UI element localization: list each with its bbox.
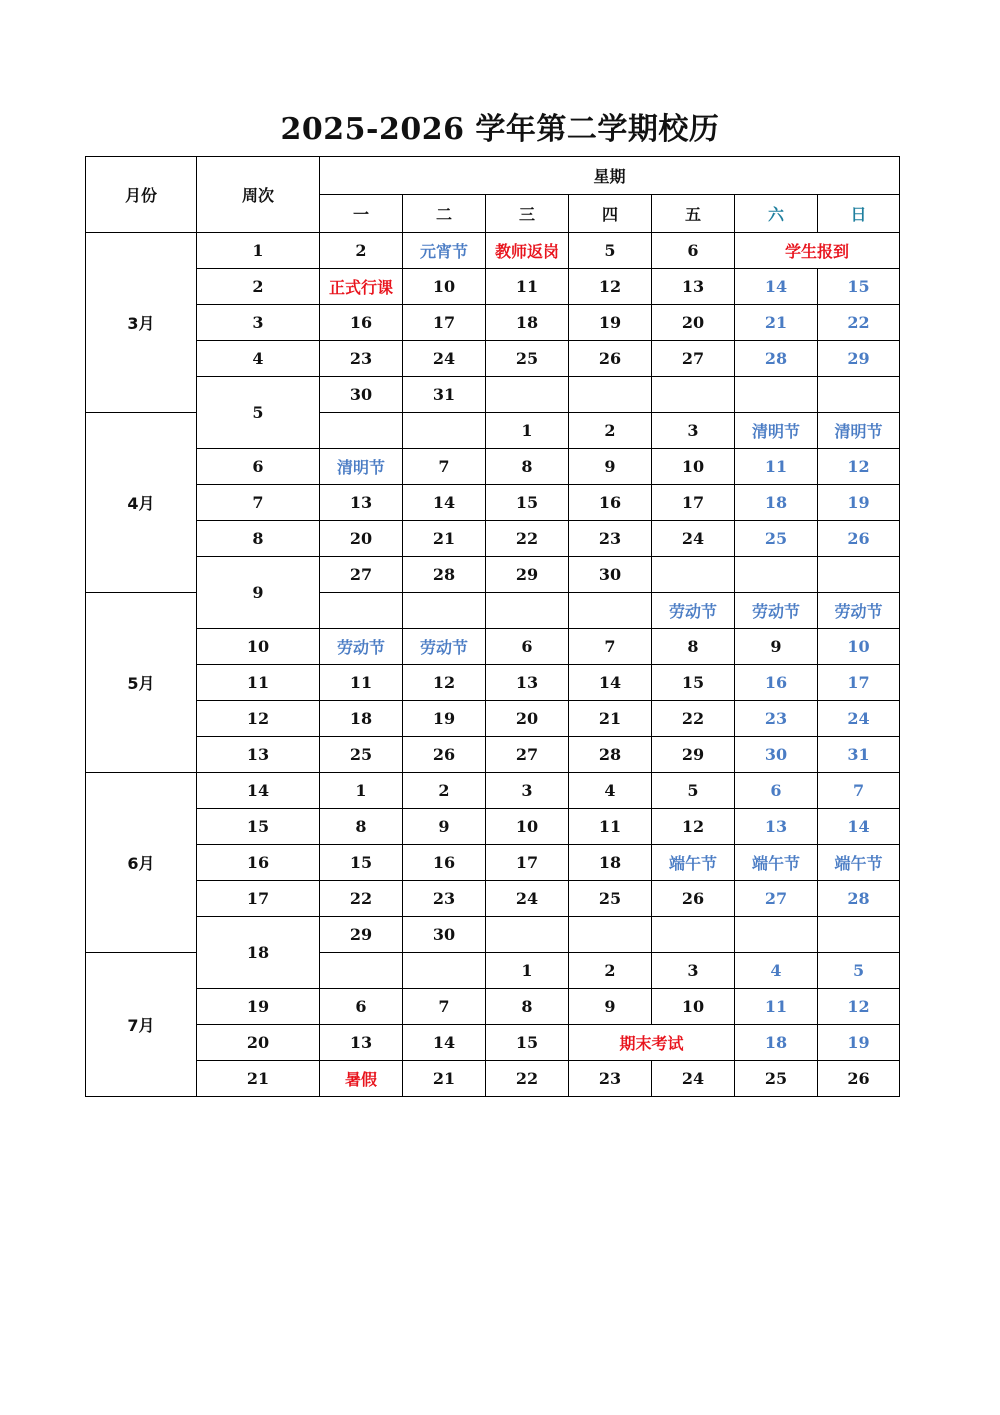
calendar-day-cell: 21 <box>569 701 652 737</box>
calendar-day-cell: 13 <box>320 1025 403 1061</box>
calendar-day-cell: 24 <box>652 521 735 557</box>
weekday-header-sat: 六 <box>735 195 818 233</box>
calendar-day-cell: 15 <box>486 1025 569 1061</box>
calendar-day-cell: 8 <box>486 989 569 1025</box>
calendar-day-cell: 27 <box>652 341 735 377</box>
calendar-row <box>86 269 900 305</box>
calendar-day-cell: 13 <box>652 269 735 305</box>
calendar-day-cell: 30 <box>735 737 818 773</box>
calendar-day-cell: 7 <box>403 449 486 485</box>
calendar-day-cell <box>403 413 486 449</box>
calendar-row <box>86 557 900 593</box>
week-number: 20 <box>197 1025 320 1061</box>
calendar-day-cell: 26 <box>403 737 486 773</box>
calendar-day-cell: 29 <box>652 737 735 773</box>
calendar-event-cell: 元宵节 <box>403 233 486 269</box>
calendar-row <box>86 449 900 485</box>
calendar-day-cell: 29 <box>320 917 403 953</box>
calendar-day-cell: 9 <box>735 629 818 665</box>
week-number: 19 <box>197 989 320 1025</box>
calendar-day-cell: 25 <box>735 1061 818 1097</box>
calendar-event-cell: 端午节 <box>735 845 818 881</box>
calendar-event-cell: 学生报到 <box>735 233 900 269</box>
month-label: 6月 <box>86 773 197 953</box>
calendar-day-cell: 20 <box>652 305 735 341</box>
calendar-day-cell: 15 <box>320 845 403 881</box>
calendar-day-cell: 11 <box>486 269 569 305</box>
week-number: 6 <box>197 449 320 485</box>
calendar-day-cell: 30 <box>403 917 486 953</box>
calendar-row <box>86 305 900 341</box>
calendar-day-cell: 10 <box>652 989 735 1025</box>
calendar-day-cell: 24 <box>652 1061 735 1097</box>
calendar-day-cell: 21 <box>403 1061 486 1097</box>
calendar-day-cell <box>403 953 486 989</box>
calendar-day-cell: 9 <box>569 989 652 1025</box>
calendar-day-cell: 14 <box>735 269 818 305</box>
calendar-row <box>86 1061 900 1097</box>
week-number: 21 <box>197 1061 320 1097</box>
calendar-day-cell: 10 <box>403 269 486 305</box>
calendar-day-cell: 28 <box>569 737 652 773</box>
calendar-day-cell: 21 <box>735 305 818 341</box>
calendar-day-cell <box>320 953 403 989</box>
calendar-day-cell <box>818 917 900 953</box>
calendar-day-cell: 25 <box>569 881 652 917</box>
calendar-day-cell: 6 <box>486 629 569 665</box>
calendar-day-cell: 24 <box>486 881 569 917</box>
calendar-row <box>86 629 900 665</box>
calendar-day-cell <box>652 917 735 953</box>
calendar-day-cell: 11 <box>735 449 818 485</box>
calendar-day-cell: 15 <box>818 269 900 305</box>
calendar-day-cell: 26 <box>818 1061 900 1097</box>
calendar-day-cell: 18 <box>569 845 652 881</box>
month-label: 5月 <box>86 593 197 773</box>
calendar-day-cell: 8 <box>320 809 403 845</box>
calendar-day-cell: 3 <box>486 773 569 809</box>
calendar-day-cell <box>735 377 818 413</box>
calendar-event-cell: 暑假 <box>320 1061 403 1097</box>
week-column-header: 周次 <box>197 157 320 233</box>
calendar-day-cell: 24 <box>403 341 486 377</box>
calendar-row <box>86 665 900 701</box>
calendar-day-cell <box>818 557 900 593</box>
calendar-day-cell: 19 <box>818 485 900 521</box>
calendar-day-cell: 12 <box>569 269 652 305</box>
calendar-day-cell <box>320 413 403 449</box>
calendar-row <box>86 809 900 845</box>
calendar-day-cell: 23 <box>569 1061 652 1097</box>
week-number: 7 <box>197 485 320 521</box>
calendar-day-cell: 31 <box>403 377 486 413</box>
calendar-day-cell: 19 <box>818 1025 900 1061</box>
calendar-day-cell: 26 <box>652 881 735 917</box>
week-number: 10 <box>197 629 320 665</box>
calendar-row <box>86 485 900 521</box>
calendar-day-cell <box>652 557 735 593</box>
calendar-day-cell: 15 <box>652 665 735 701</box>
calendar-day-cell: 30 <box>320 377 403 413</box>
school-calendar-table <box>85 156 900 1097</box>
calendar-day-cell: 22 <box>818 305 900 341</box>
calendar-day-cell: 20 <box>486 701 569 737</box>
calendar-row <box>86 521 900 557</box>
calendar-day-cell: 11 <box>569 809 652 845</box>
calendar-day-cell: 22 <box>652 701 735 737</box>
calendar-day-cell: 15 <box>486 485 569 521</box>
calendar-row <box>86 737 900 773</box>
calendar-day-cell: 12 <box>403 665 486 701</box>
calendar-day-cell: 21 <box>403 521 486 557</box>
calendar-day-cell: 5 <box>569 233 652 269</box>
weekday-header-thu: 四 <box>569 195 652 233</box>
calendar-row <box>86 377 900 413</box>
calendar-day-cell <box>569 377 652 413</box>
calendar-day-cell: 10 <box>818 629 900 665</box>
calendar-day-cell: 29 <box>818 341 900 377</box>
calendar-day-cell <box>320 593 403 629</box>
calendar-day-cell: 18 <box>320 701 403 737</box>
week-number: 16 <box>197 845 320 881</box>
calendar-day-cell: 8 <box>486 449 569 485</box>
calendar-event-cell: 劳动节 <box>818 593 900 629</box>
calendar-day-cell <box>735 557 818 593</box>
calendar-day-cell: 6 <box>320 989 403 1025</box>
calendar-day-cell: 30 <box>569 557 652 593</box>
calendar-day-cell: 17 <box>403 305 486 341</box>
calendar-row <box>86 917 900 953</box>
calendar-day-cell: 18 <box>735 1025 818 1061</box>
calendar-day-cell: 17 <box>652 485 735 521</box>
calendar-day-cell: 2 <box>569 953 652 989</box>
calendar-day-cell: 2 <box>569 413 652 449</box>
calendar-event-cell: 正式行课 <box>320 269 403 305</box>
calendar-day-cell: 4 <box>735 953 818 989</box>
calendar-row <box>86 233 900 269</box>
calendar-row <box>86 773 900 809</box>
calendar-day-cell: 14 <box>403 485 486 521</box>
calendar-day-cell: 22 <box>486 521 569 557</box>
calendar-day-cell: 23 <box>735 701 818 737</box>
calendar-row <box>86 881 900 917</box>
weekday-header-mon: 一 <box>320 195 403 233</box>
week-number: 8 <box>197 521 320 557</box>
calendar-day-cell: 14 <box>403 1025 486 1061</box>
calendar-day-cell: 16 <box>569 485 652 521</box>
calendar-day-cell: 10 <box>486 809 569 845</box>
calendar-row <box>86 341 900 377</box>
calendar-day-cell: 28 <box>735 341 818 377</box>
weekday-header-sun: 日 <box>818 195 900 233</box>
weekday-header-tue: 二 <box>403 195 486 233</box>
month-column-header: 月份 <box>86 157 197 233</box>
calendar-day-cell: 4 <box>569 773 652 809</box>
calendar-day-cell: 26 <box>818 521 900 557</box>
calendar-day-cell: 13 <box>320 485 403 521</box>
calendar-event-cell: 劳动节 <box>735 593 818 629</box>
calendar-day-cell: 27 <box>735 881 818 917</box>
calendar-day-cell: 3 <box>652 953 735 989</box>
calendar-day-cell: 11 <box>735 989 818 1025</box>
calendar-day-cell: 20 <box>320 521 403 557</box>
calendar-day-cell: 14 <box>569 665 652 701</box>
weekday-group-header: 星期 <box>320 157 900 195</box>
calendar-event-cell: 清明节 <box>320 449 403 485</box>
calendar-day-cell: 23 <box>403 881 486 917</box>
week-number: 13 <box>197 737 320 773</box>
calendar-day-cell: 23 <box>320 341 403 377</box>
calendar-day-cell: 8 <box>652 629 735 665</box>
week-number: 4 <box>197 341 320 377</box>
calendar-day-cell: 18 <box>735 485 818 521</box>
calendar-event-cell: 劳动节 <box>403 629 486 665</box>
month-label: 3月 <box>86 233 197 413</box>
calendar-event-cell: 端午节 <box>652 845 735 881</box>
calendar-event-cell: 清明节 <box>735 413 818 449</box>
calendar-day-cell: 12 <box>818 449 900 485</box>
calendar-event-cell: 劳动节 <box>652 593 735 629</box>
calendar-day-cell: 18 <box>486 305 569 341</box>
calendar-day-cell: 24 <box>818 701 900 737</box>
calendar-day-cell: 28 <box>403 557 486 593</box>
calendar-day-cell <box>818 377 900 413</box>
calendar-day-cell: 2 <box>320 233 403 269</box>
calendar-day-cell <box>486 377 569 413</box>
week-number: 9 <box>197 557 320 629</box>
calendar-row <box>86 1025 900 1061</box>
calendar-event-cell: 教师返岗 <box>486 233 569 269</box>
calendar-day-cell <box>569 593 652 629</box>
calendar-day-cell: 7 <box>818 773 900 809</box>
calendar-day-cell: 27 <box>486 737 569 773</box>
week-number: 17 <box>197 881 320 917</box>
calendar-day-cell: 1 <box>486 413 569 449</box>
calendar-row <box>86 701 900 737</box>
week-number: 11 <box>197 665 320 701</box>
calendar-day-cell: 7 <box>569 629 652 665</box>
calendar-event-cell: 期末考试 <box>569 1025 735 1061</box>
calendar-event-cell: 劳动节 <box>320 629 403 665</box>
week-number: 3 <box>197 305 320 341</box>
calendar-day-cell: 1 <box>320 773 403 809</box>
calendar-day-cell: 12 <box>652 809 735 845</box>
calendar-day-cell: 19 <box>403 701 486 737</box>
calendar-day-cell <box>652 377 735 413</box>
calendar-day-cell: 13 <box>735 809 818 845</box>
calendar-day-cell: 16 <box>403 845 486 881</box>
page-title: 2025-2026 学年第二学期校历 <box>280 112 720 147</box>
calendar-day-cell: 6 <box>652 233 735 269</box>
calendar-day-cell: 14 <box>818 809 900 845</box>
calendar-day-cell <box>735 917 818 953</box>
calendar-day-cell: 2 <box>403 773 486 809</box>
week-number: 5 <box>197 377 320 449</box>
calendar-day-cell <box>569 917 652 953</box>
calendar-day-cell: 22 <box>320 881 403 917</box>
calendar-day-cell: 17 <box>818 665 900 701</box>
calendar-day-cell: 7 <box>403 989 486 1025</box>
calendar-day-cell: 25 <box>735 521 818 557</box>
week-number: 14 <box>197 773 320 809</box>
calendar-day-cell: 17 <box>486 845 569 881</box>
calendar-day-cell: 16 <box>735 665 818 701</box>
calendar-row <box>86 989 900 1025</box>
weekday-header-fri: 五 <box>652 195 735 233</box>
calendar-day-cell: 29 <box>486 557 569 593</box>
month-label: 4月 <box>86 413 197 593</box>
calendar-day-cell: 27 <box>320 557 403 593</box>
week-number: 15 <box>197 809 320 845</box>
calendar-day-cell: 12 <box>818 989 900 1025</box>
month-label: 7月 <box>86 953 197 1097</box>
calendar-day-cell: 16 <box>320 305 403 341</box>
calendar-day-cell: 6 <box>735 773 818 809</box>
week-number: 2 <box>197 269 320 305</box>
calendar-day-cell: 5 <box>818 953 900 989</box>
calendar-day-cell: 5 <box>652 773 735 809</box>
calendar-day-cell <box>486 593 569 629</box>
calendar-day-cell: 9 <box>569 449 652 485</box>
calendar-day-cell <box>403 593 486 629</box>
calendar-day-cell: 19 <box>569 305 652 341</box>
calendar-day-cell: 13 <box>486 665 569 701</box>
calendar-day-cell: 22 <box>486 1061 569 1097</box>
calendar-day-cell: 25 <box>320 737 403 773</box>
calendar-day-cell: 23 <box>569 521 652 557</box>
calendar-day-cell: 10 <box>652 449 735 485</box>
calendar-day-cell: 31 <box>818 737 900 773</box>
calendar-day-cell: 28 <box>818 881 900 917</box>
calendar-day-cell: 26 <box>569 341 652 377</box>
week-number: 12 <box>197 701 320 737</box>
calendar-day-cell: 25 <box>486 341 569 377</box>
weekday-header-wed: 三 <box>486 195 569 233</box>
calendar-event-cell: 端午节 <box>818 845 900 881</box>
calendar-day-cell <box>486 917 569 953</box>
week-number: 18 <box>197 917 320 989</box>
week-number: 1 <box>197 233 320 269</box>
calendar-day-cell: 11 <box>320 665 403 701</box>
calendar-day-cell: 3 <box>652 413 735 449</box>
calendar-day-cell: 9 <box>403 809 486 845</box>
calendar-row <box>86 845 900 881</box>
calendar-event-cell: 清明节 <box>818 413 900 449</box>
calendar-day-cell: 1 <box>486 953 569 989</box>
